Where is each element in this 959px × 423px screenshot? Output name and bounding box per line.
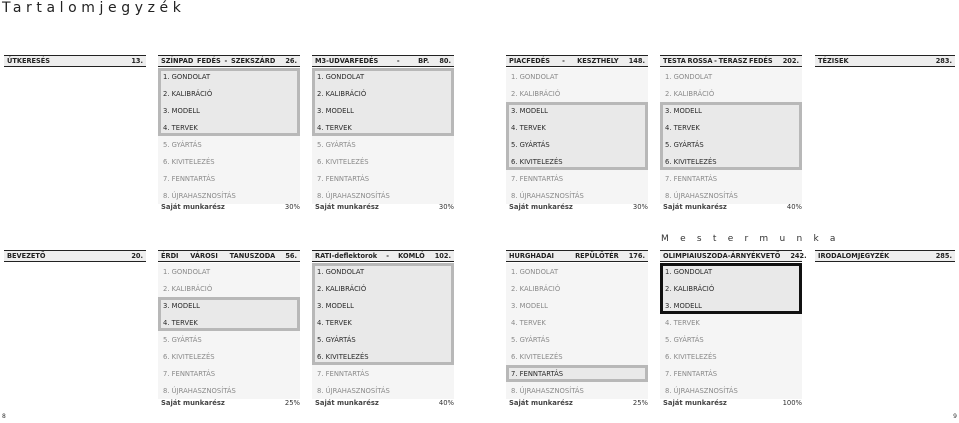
phase-row: 5. GYÁRTÁS <box>158 136 300 153</box>
own-work-label: Saját munkarész <box>663 399 727 407</box>
entry-title-word: - <box>386 252 390 260</box>
entry-title-word: OLIMPIAI <box>663 252 697 260</box>
phase-row: 2. KALIBRÁCIÓ <box>158 85 300 102</box>
phase-row: 2. KALIBRÁCIÓ <box>506 280 648 297</box>
own-work-share <box>161 201 300 213</box>
phase-row: 6. KIVITELEZÉS <box>312 348 454 365</box>
entry-title-word: SZEKSZÁRD <box>230 57 276 65</box>
entry-title-word: - <box>396 57 400 65</box>
phase-row: 6. KIVITELEZÉS <box>506 348 648 365</box>
entry-page-number: 20. <box>131 252 143 260</box>
own-work-share <box>663 397 802 409</box>
own-work-label: Saját munkarész <box>161 399 225 407</box>
entry-page-number: 56. <box>285 252 297 260</box>
entry-title-word: VÁROSI <box>190 252 218 260</box>
entry-title <box>7 57 131 65</box>
phase-row: 3. MODELL <box>660 297 802 314</box>
toc-entry-header[interactable] <box>660 250 807 262</box>
entry-page-number: 176. <box>628 252 645 260</box>
phase-row: 8. ÚJRAHASZNOSÍTÁS <box>158 187 300 204</box>
phase-list <box>158 68 300 204</box>
phase-row: 8. ÚJRAHASZNOSÍTÁS <box>506 382 648 399</box>
phase-row: 8. ÚJRAHASZNOSÍTÁS <box>312 382 454 399</box>
phase-row: 4. TERVEK <box>506 314 648 331</box>
phase-row: 1. GONDOLAT <box>158 68 300 85</box>
phase-row: 1. GONDOLAT <box>660 263 802 280</box>
entry-title-word: IRODALOMJEGYZÉK <box>818 252 890 260</box>
entry-page-number: 202. <box>782 57 799 65</box>
phase-row: 3. MODELL <box>158 297 300 314</box>
toc-entry-header[interactable] <box>158 55 300 67</box>
own-work-share <box>509 397 648 409</box>
phase-row: 3. MODELL <box>158 102 300 119</box>
phase-row: 5. GYÁRTÁS <box>660 136 802 153</box>
own-work-percent: 100% <box>782 399 802 407</box>
phase-row: 1. GONDOLAT <box>312 68 454 85</box>
toc-entry-header[interactable] <box>815 55 955 67</box>
phase-row: 2. KALIBRÁCIÓ <box>158 280 300 297</box>
phase-row: 2. KALIBRÁCIÓ <box>312 280 454 297</box>
entry-title-word: KESZTHELY <box>577 57 619 65</box>
entry-title-word: TERASZ <box>718 57 748 65</box>
section-subtitle: Mestermunka <box>661 234 847 244</box>
entry-title-word: BEVEZETŐ <box>7 252 46 260</box>
phase-row: 2. KALIBRÁCIÓ <box>660 280 802 297</box>
entry-title <box>509 57 629 65</box>
own-work-percent: 30% <box>438 203 454 211</box>
own-work-share <box>509 201 648 213</box>
phase-row: 7. FENNTARTÁS <box>158 170 300 187</box>
phase-row: 4. TERVEK <box>312 314 454 331</box>
entry-title <box>161 57 285 65</box>
phase-row: 3. MODELL <box>506 102 648 119</box>
entry-title-word: RATI-deflektorok <box>315 252 378 260</box>
phase-row: 3. MODELL <box>312 297 454 314</box>
toc-entry-header[interactable] <box>4 250 146 262</box>
phase-row: 2. KALIBRÁCIÓ <box>506 85 648 102</box>
entry-title <box>7 252 131 260</box>
phase-row: 8. ÚJRAHASZNOSÍTÁS <box>506 187 648 204</box>
phase-row: 5. GYÁRTÁS <box>312 331 454 348</box>
phase-row: 5. GYÁRTÁS <box>506 136 648 153</box>
phase-row: 6. KIVITELEZÉS <box>506 153 648 170</box>
toc-entry-header[interactable] <box>312 55 454 67</box>
phase-row: 7. FENNTARTÁS <box>158 365 300 382</box>
toc-entry-header[interactable] <box>506 250 648 262</box>
phase-row: 8. ÚJRAHASZNOSÍTÁS <box>158 382 300 399</box>
phase-row: 4. TERVEK <box>506 119 648 136</box>
own-work-share <box>663 201 802 213</box>
phase-row: 6. KIVITELEZÉS <box>660 348 802 365</box>
entry-title <box>315 252 435 260</box>
entry-title-word: HURGHADAI <box>509 252 555 260</box>
phase-row: 2. KALIBRÁCIÓ <box>312 85 454 102</box>
entry-page-number: 242. <box>790 252 807 260</box>
own-work-label: Saját munkarész <box>663 203 727 211</box>
entry-title-word: - <box>224 57 228 65</box>
own-work-percent: 30% <box>632 203 648 211</box>
phase-row: 5. GYÁRTÁS <box>312 136 454 153</box>
phase-list <box>506 263 648 399</box>
entry-title-word: TANUSZODA <box>229 252 276 260</box>
phase-row: 1. GONDOLAT <box>660 68 802 85</box>
phase-row: 7. FENNTARTÁS <box>506 365 648 382</box>
entry-title-word: - <box>727 252 731 260</box>
toc-entry-header[interactable] <box>815 250 955 262</box>
own-work-label: Saját munkarész <box>315 399 379 407</box>
own-work-percent: 30% <box>284 203 300 211</box>
entry-page-number: 80. <box>439 57 451 65</box>
phase-list <box>660 68 802 204</box>
entry-title-word: BP. <box>418 57 430 65</box>
entry-title <box>818 57 936 65</box>
toc-entry-header[interactable] <box>660 55 802 67</box>
entry-page-number: 26. <box>285 57 297 65</box>
own-work-label: Saját munkarész <box>315 203 379 211</box>
own-work-percent: 40% <box>438 399 454 407</box>
phase-list <box>312 263 454 399</box>
phase-list <box>312 68 454 204</box>
phase-row: 7. FENNTARTÁS <box>660 365 802 382</box>
entry-title-word: M3-UDVARFEDÉS <box>315 57 379 65</box>
entry-page-number: 148. <box>628 57 645 65</box>
entry-title-word: ÚTKERESÉS <box>7 57 51 65</box>
toc-entry-header[interactable] <box>312 250 454 262</box>
own-work-share <box>161 397 300 409</box>
own-work-percent: 40% <box>786 203 802 211</box>
own-work-label: Saját munkarész <box>161 203 225 211</box>
phase-row: 7. FENNTARTÁS <box>312 170 454 187</box>
entry-title <box>509 252 629 260</box>
phase-row: 1. GONDOLAT <box>312 263 454 280</box>
entry-title <box>663 252 790 260</box>
entry-title-word: KOMLÓ <box>398 252 425 260</box>
phase-row: 6. KIVITELEZÉS <box>312 153 454 170</box>
phase-row: 4. TERVEK <box>158 119 300 136</box>
entry-title <box>161 252 285 260</box>
phase-row: 8. ÚJRAHASZNOSÍTÁS <box>660 382 802 399</box>
page-number-left: 8 <box>2 413 6 420</box>
entry-title <box>818 252 936 260</box>
own-work-share <box>315 397 454 409</box>
entry-page-number: 285. <box>935 252 952 260</box>
entry-page-number: 283. <box>935 57 952 65</box>
phase-row: 6. KIVITELEZÉS <box>158 348 300 365</box>
entry-title-word: PIACFEDÉS <box>509 57 550 65</box>
own-work-percent: 25% <box>284 399 300 407</box>
entry-title-word: ÉRDI <box>161 252 179 260</box>
entry-title-word: ROSSA <box>687 57 713 65</box>
phase-list <box>158 263 300 399</box>
page-number-right: 9 <box>953 413 957 420</box>
toc-entry-header[interactable] <box>4 55 146 67</box>
phase-row: 5. GYÁRTÁS <box>660 331 802 348</box>
phase-list <box>660 263 802 399</box>
phase-row: 8. ÚJRAHASZNOSÍTÁS <box>660 187 802 204</box>
phase-row: 7. FENNTARTÁS <box>506 170 648 187</box>
own-work-percent: 25% <box>632 399 648 407</box>
phase-row: 4. TERVEK <box>660 314 802 331</box>
own-work-label: Saját munkarész <box>509 203 573 211</box>
entry-title-word: SZÍNPAD <box>161 57 194 65</box>
entry-page-number: 102. <box>434 252 451 260</box>
phase-row: 3. MODELL <box>660 102 802 119</box>
phase-row: 1. GONDOLAT <box>506 68 648 85</box>
phase-row: 4. TERVEK <box>660 119 802 136</box>
entry-title-word: TÉZISEK <box>818 57 849 65</box>
phase-row: 3. MODELL <box>312 102 454 119</box>
phase-row: 5. GYÁRTÁS <box>506 331 648 348</box>
phase-list <box>506 68 648 204</box>
phase-row: 8. ÚJRAHASZNOSÍTÁS <box>312 187 454 204</box>
phase-row: 5. GYÁRTÁS <box>158 331 300 348</box>
phase-row: 6. KIVITELEZÉS <box>660 153 802 170</box>
phase-row: 1. GONDOLAT <box>158 263 300 280</box>
phase-row: 3. MODELL <box>506 297 648 314</box>
own-work-share <box>315 201 454 213</box>
phase-row: 4. TERVEK <box>158 314 300 331</box>
entry-title <box>315 57 439 65</box>
entry-title-word: USZODA <box>696 252 728 260</box>
entry-title-word: - <box>562 57 565 65</box>
phase-row: 7. FENNTARTÁS <box>660 170 802 187</box>
entry-page-number: 13. <box>131 57 143 65</box>
phase-row: 7. FENNTARTÁS <box>312 365 454 382</box>
page-title: Tartalomjegyzék <box>2 0 186 16</box>
own-work-label: Saját munkarész <box>509 399 573 407</box>
phase-row: 4. TERVEK <box>312 119 454 136</box>
entry-title-word: FEDÉS <box>197 57 221 65</box>
toc-entry-header[interactable] <box>158 250 300 262</box>
toc-entry-header[interactable] <box>506 55 648 67</box>
entry-title-word: REPÜLŐTÉR <box>575 252 619 260</box>
entry-title-word: FEDÉS <box>748 57 773 65</box>
phase-row: 1. GONDOLAT <box>506 263 648 280</box>
entry-title-word: - <box>714 57 717 65</box>
entry-title-word: TESTA <box>663 57 686 65</box>
entry-title <box>663 57 783 65</box>
phase-row: 2. KALIBRÁCIÓ <box>660 85 802 102</box>
phase-row: 6. KIVITELEZÉS <box>158 153 300 170</box>
entry-title-word: ÁRNYÉKVETŐ <box>730 252 781 260</box>
